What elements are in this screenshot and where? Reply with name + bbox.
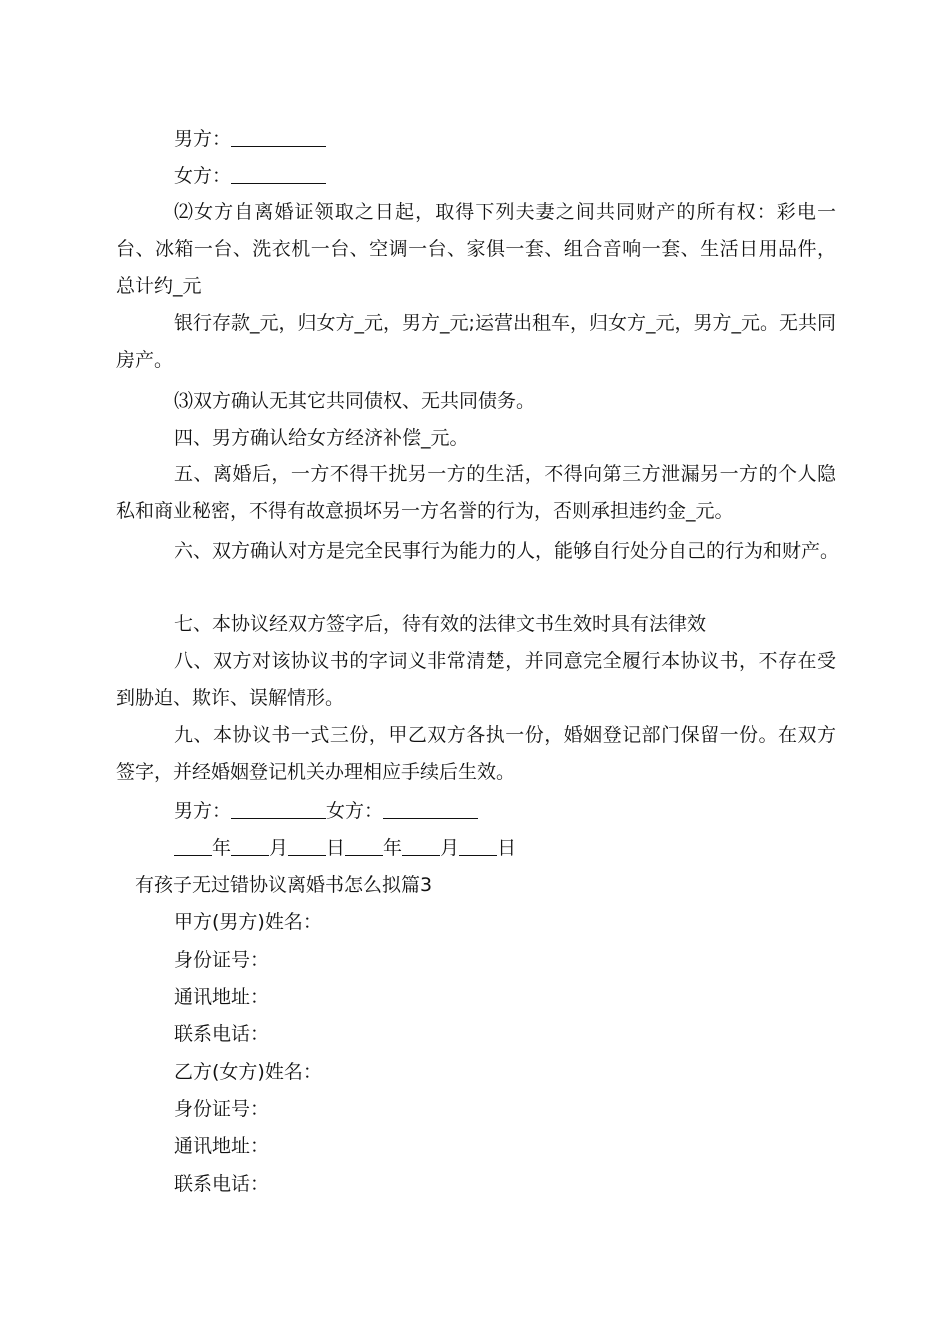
year-label: 年 (383, 837, 403, 859)
date-blank (288, 837, 326, 856)
clause-6-line: 六、双方确认对方是完全民事行为能力的人，能够自行处分自己的行为和财产。 (174, 540, 840, 562)
month-label: 月 (269, 837, 289, 859)
signature-blank (231, 800, 326, 819)
clause-4-line: 四、男方确认给女方经济补偿_元。 (174, 427, 469, 449)
date-line (174, 836, 516, 860)
party-b-address: 通讯地址： (174, 1135, 270, 1157)
item-2-paragraph: ⑵女方自离婚证领取之日起，取得下列夫妻之间共同财产的所有权：彩电一台、冰箱一台、洗衣机一台、空调一台、家俱一套、组合音响一套、生活日用品件，总计约_元 (116, 201, 836, 297)
clause-9-paragraph: 九、本协议书一式三份，甲乙双方各执一份，婚姻登记部门保留一份。在双方签字，并经婚姻登记机关办理相应手续后生效。 (116, 724, 836, 783)
bank-paragraph: 银行存款_元，归女方_元，男方_元;运营出租车，归女方_元，男方_元。无共同房产。 (116, 312, 836, 371)
party-b-name: 乙方(女方)姓名： (174, 1061, 322, 1083)
female-label: 女方： (326, 800, 384, 822)
date-blank (345, 837, 383, 856)
date-blank (174, 837, 212, 856)
female-label: 女方： (174, 165, 232, 187)
party-b-phone: 联系电话： (174, 1173, 270, 1195)
signature-blank (383, 800, 478, 819)
signature-blank (231, 165, 326, 184)
party-b-id: 身份证号： (174, 1098, 270, 1120)
female-signature-line-1 (174, 164, 326, 188)
date-blank (459, 837, 497, 856)
party-a-id: 身份证号： (174, 949, 270, 971)
day-label: 日 (497, 837, 517, 859)
party-a-name: 甲方(男方)姓名： (174, 911, 322, 933)
signature-blank (231, 128, 326, 147)
year-label: 年 (212, 837, 232, 859)
male-signature-line-1 (174, 127, 326, 151)
day-label: 日 (326, 837, 346, 859)
male-label: 男方： (174, 128, 232, 150)
signature-line-2 (174, 799, 478, 823)
date-blank (402, 837, 440, 856)
clause-8-paragraph: 八、双方对该协议书的字词义非常清楚，并同意完全履行本协议书，不存在受到胁迫、欺诈、误解情形。 (116, 650, 836, 709)
section-heading: 有孩子无过错协议离婚书怎么拟篇3 (135, 874, 433, 896)
date-blank (231, 837, 269, 856)
male-label: 男方： (174, 800, 232, 822)
party-a-address: 通讯地址： (174, 986, 270, 1008)
party-a-phone: 联系电话： (174, 1023, 270, 1045)
item-3-line: ⑶双方确认无其它共同债权、无共同债务。 (174, 390, 536, 412)
month-label: 月 (440, 837, 460, 859)
clause-7-line: 七、本协议经双方签字后，待有效的法律文书生效时具有法律效 (174, 613, 707, 635)
clause-5-paragraph: 五、离婚后，一方不得干扰另一方的生活，不得向第三方泄漏另一方的个人隐私和商业秘密，不得有故意损坏另一方名誉的行为，否则承担违约金_元。 (116, 463, 836, 522)
